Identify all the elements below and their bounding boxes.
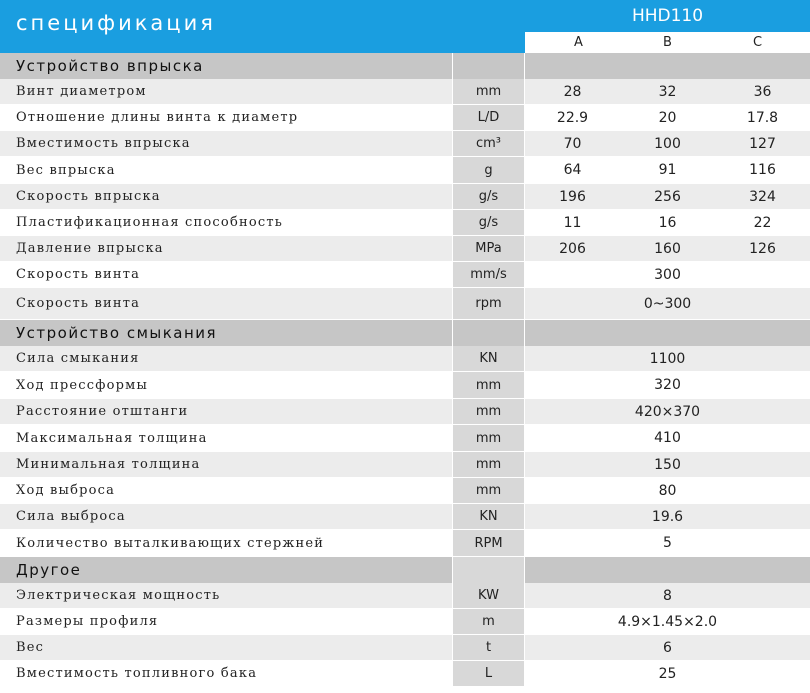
value-b: 20 [658,109,677,126]
param-unit: L [452,661,525,686]
param-values [525,372,810,398]
value-c: 17.8 [746,109,779,126]
value-b: 91 [658,162,677,178]
variant-label-a: A [574,35,583,50]
table-row [0,425,810,452]
param-unit: KN [452,346,525,371]
table-row [0,583,810,609]
variant-header [525,32,810,53]
value-all: 80 [658,482,677,499]
value-a: 70 [563,135,582,152]
section-values-cell [525,557,810,583]
table-row [0,131,810,157]
param-values [525,236,810,261]
param-name: Винт диаметром [0,79,452,104]
param-unit: rpm [452,288,525,319]
param-name: Сила выброса [0,504,452,529]
value-all: 19.6 [651,508,684,525]
param-unit: mm [452,478,525,503]
param-unit: KN [452,504,525,529]
table-row [0,504,810,530]
section-header [0,557,810,583]
param-unit: g/s [452,210,525,235]
table-row [0,105,810,131]
value-c: 127 [749,135,776,152]
param-unit: m [452,609,525,634]
section-title: Устройство впрыска [0,53,452,79]
variant-label-b: B [663,35,672,50]
table-row [0,635,810,661]
param-values [525,425,810,451]
section-unit-cell [452,557,525,583]
param-unit: RPM [452,530,525,556]
table-row [0,288,810,320]
value-all: 420×370 [634,403,701,420]
param-name: Вместимость впрыска [0,131,452,156]
param-unit: L/D [452,105,525,130]
param-unit: mm [452,79,525,104]
table-row [0,530,810,557]
section-header [0,320,810,346]
value-all: 4.9×1.45×2.0 [617,613,718,630]
table-row [0,79,810,105]
value-c: 22 [753,214,772,231]
value-c: 116 [749,162,776,178]
section-title: Другое [0,557,452,583]
param-unit: KW [452,583,525,608]
value-b: 256 [654,188,681,205]
param-unit: g [452,157,525,183]
value-all: 320 [654,377,681,393]
section-title: Устройство смыкания [0,320,452,346]
param-values [525,609,810,634]
variant-label-c: C [752,35,763,50]
param-values [525,504,810,529]
table-title: спецификация [16,11,216,35]
param-values [525,530,810,556]
param-unit: g/s [452,184,525,209]
param-values [525,79,810,104]
param-name: Ход прессформы [0,372,452,398]
param-values [525,131,810,156]
value-all: 0~300 [643,295,692,312]
param-values [525,452,810,477]
param-name: Вес [0,635,452,660]
param-unit: mm [452,399,525,424]
param-name: Давление впрыска [0,236,452,261]
param-name: Максимальная толщина [0,425,452,451]
param-values [525,157,810,183]
value-all: 150 [654,456,681,473]
param-values [525,583,810,608]
param-name: Скорость впрыска [0,184,452,209]
param-name: Размеры профиля [0,609,452,634]
param-name: Отношение длины винта к диаметр [0,105,452,130]
value-b: 16 [658,214,677,231]
section-unit-cell [452,53,525,79]
param-name: Минимальная толщина [0,452,452,477]
param-unit: mm [452,372,525,398]
value-all: 410 [654,430,681,446]
value-a: 22.9 [556,109,589,126]
param-unit: t [452,635,525,660]
param-name: Расстояние отштанги [0,399,452,424]
table-row [0,399,810,425]
param-unit: MPa [452,236,525,261]
value-a: 28 [563,83,582,100]
param-values [525,288,810,319]
param-values [525,105,810,130]
table-row [0,478,810,504]
param-values [525,478,810,503]
param-name: Скорость винта [0,288,452,319]
param-unit: mm/s [452,262,525,287]
param-values [525,184,810,209]
table-row [0,262,810,288]
table-row [0,609,810,635]
table-row [0,236,810,262]
param-name: Количество выталкивающих стержней [0,530,452,556]
section-unit-cell [452,320,525,346]
param-name: Скорость винта [0,262,452,287]
section-values-cell [525,53,810,79]
param-values [525,399,810,424]
section-values-cell [525,320,810,346]
param-unit: cm³ [452,131,525,156]
param-unit: mm [452,425,525,451]
value-b: 100 [654,135,681,152]
table-header-title-cell [0,0,525,53]
param-name: Ход выброса [0,478,452,503]
value-all: 25 [658,665,677,682]
param-values [525,346,810,371]
value-a: 206 [559,240,586,257]
value-all: 1100 [649,350,686,367]
value-c: 126 [749,240,776,257]
value-c: 324 [749,188,776,205]
param-name: Пластификационная способность [0,210,452,235]
section-header [0,53,810,79]
table-row [0,661,810,687]
param-values [525,661,810,686]
value-all: 8 [663,587,672,604]
param-unit: mm [452,452,525,477]
value-all: 5 [663,535,672,551]
param-name: Сила смыкания [0,346,452,371]
table-row [0,372,810,399]
param-values [525,635,810,660]
value-all: 300 [654,266,681,283]
table-row [0,157,810,184]
table-row [0,346,810,372]
model-name: HHD110 [525,0,810,32]
param-name: Вместимость топливного бака [0,661,452,686]
value-b: 32 [658,83,677,100]
param-name: Электрическая мощность [0,583,452,608]
value-all: 6 [663,639,672,656]
table-row [0,452,810,478]
value-a: 64 [563,162,582,178]
table-row [0,210,810,236]
param-name: Вес впрыска [0,157,452,183]
value-b: 160 [654,240,681,257]
param-values [525,262,810,287]
table-row [0,184,810,210]
param-values [525,210,810,235]
value-a: 11 [563,214,582,231]
value-a: 196 [559,188,586,205]
value-c: 36 [753,83,772,100]
